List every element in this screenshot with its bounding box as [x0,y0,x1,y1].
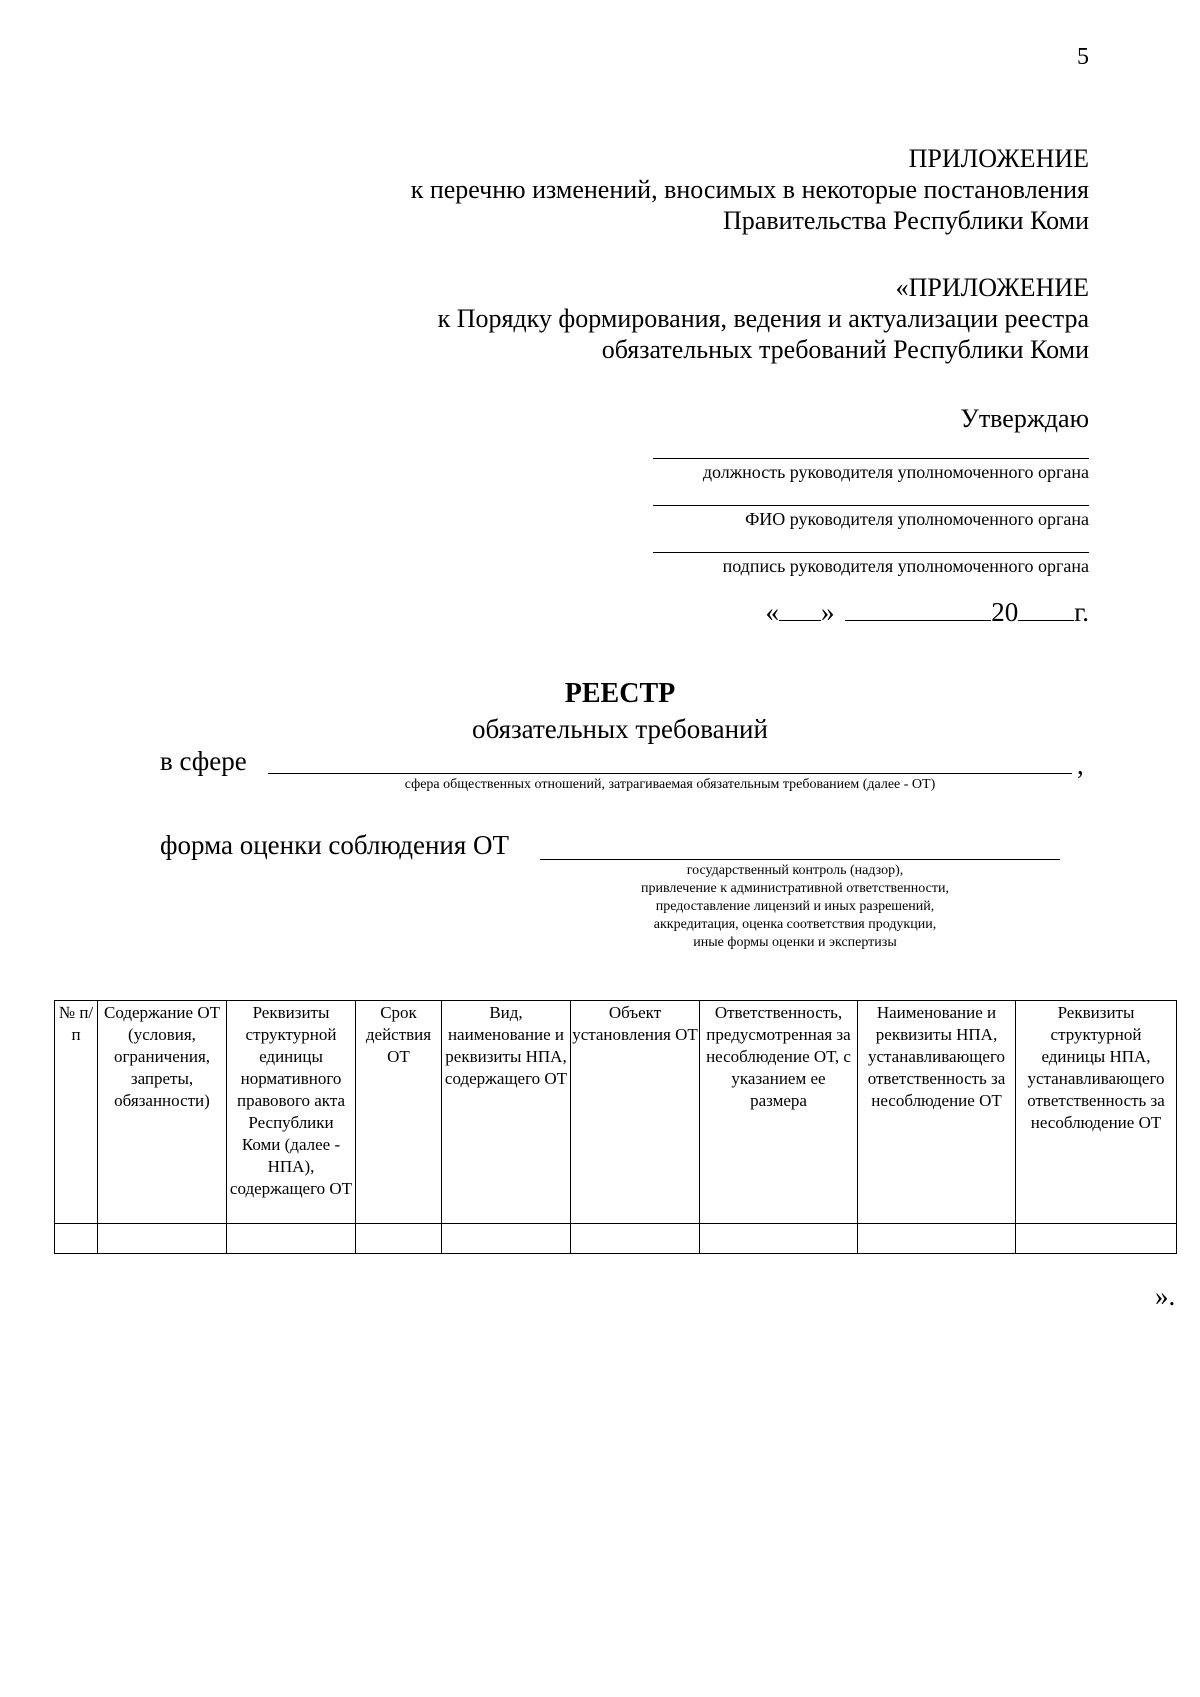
year-prefix: 20 [991,597,1019,627]
signature-line [653,552,1089,553]
col-header-act-type: Вид, наименование и реквизиты НПА, содержащего ОТ [442,1001,571,1224]
form-caption-line: иные формы оценки и экспертизы [693,935,897,950]
col-header-liability: Ответственность, предусмотренная за несоблюдение ОТ, с указанием ее размера [700,1001,858,1224]
position-line [653,458,1089,459]
position-caption: должность руководителя уполномоченного органа [702,462,1089,482]
form-caption-line: предоставление лицензий и иных разрешений, [655,899,935,914]
name-caption: ФИО руководителя уполномоченного органа [745,509,1089,529]
table-cell [55,1224,98,1254]
col-header-liability-unit: Реквизиты структурной единицы НПА, устанавливающего ответственность за несоблюдение ОТ [1016,1001,1177,1224]
table-row [55,1224,1177,1254]
sphere-caption: сфера общественных отношений, затрагиваемая обязательным требованием (далее - ОТ) [404,777,936,792]
appendix-title: ПРИЛОЖЕНИЕ [908,144,1089,173]
col-header-object: Объект установления ОТ [571,1001,700,1224]
date-open-quote: « [765,597,779,627]
col-header-validity: Срок действия ОТ [356,1001,442,1224]
table-cell [700,1224,858,1254]
year-blank [1018,596,1074,621]
appendix-title: «ПРИЛОЖЕНИЕ [895,273,1089,302]
appendix-line: к перечню изменений, вносимых в некоторые постановления [410,175,1089,204]
signature-caption: подпись руководителя уполномоченного органа [722,556,1089,576]
sphere-comma: , [1077,750,1084,780]
day-blank [779,596,821,621]
approval-date [765,596,1089,628]
registry-subtitle: обязательных требований [472,714,768,744]
table-cell [442,1224,571,1254]
form-caption-line: государственный контроль (надзор), [686,863,904,878]
col-header-number: № п/п [55,1001,98,1224]
table-cell [356,1224,442,1254]
approval-label: Утверждаю [960,404,1089,433]
year-suffix: г. [1074,597,1089,627]
appendix-header [289,143,1089,236]
table-cell [571,1224,700,1254]
requirements-table [54,1000,1177,1254]
form-caption-line: аккредитация, оценка соответствия продукции, [653,917,937,932]
appendix-line: обязательных требований Республики Коми [601,335,1089,364]
name-line [653,505,1089,506]
col-header-act-details: Реквизиты структурной единицы нормативного правового акта Республики Коми (далее - НПА), содержащего ОТ [227,1001,356,1224]
date-close-quote: » [820,597,835,627]
form-label: форма оценки соблюдения ОТ [160,830,510,860]
form-caption [560,862,1030,952]
appendix-line: к Порядку формирования, ведения и актуализации реестра [437,304,1089,333]
form-caption-line: привлечение к административной ответственности, [641,881,949,896]
page-number: 5 [1077,44,1089,70]
appendix-line: Правительства Республики Коми [723,206,1089,235]
col-header-content: Содержание ОТ (условия, ограничения, запреты, обязанности) [98,1001,227,1224]
col-header-liability-act: Наименование и реквизиты НПА, устанавливающего ответственность за несоблюдение ОТ [858,1001,1016,1224]
sphere-blank [268,773,1072,774]
registry-title: РЕЕСТР [564,678,676,709]
month-blank [845,596,991,621]
table-cell [1016,1224,1177,1254]
table-cell [98,1224,227,1254]
form-blank [540,859,1060,860]
sphere-label: в сфере [160,746,247,776]
table-header-row [55,1001,1177,1224]
appendix-header-inner [289,272,1089,365]
table-cell [858,1224,1016,1254]
closing-quote: ». [1155,1281,1176,1311]
table-cell [227,1224,356,1254]
